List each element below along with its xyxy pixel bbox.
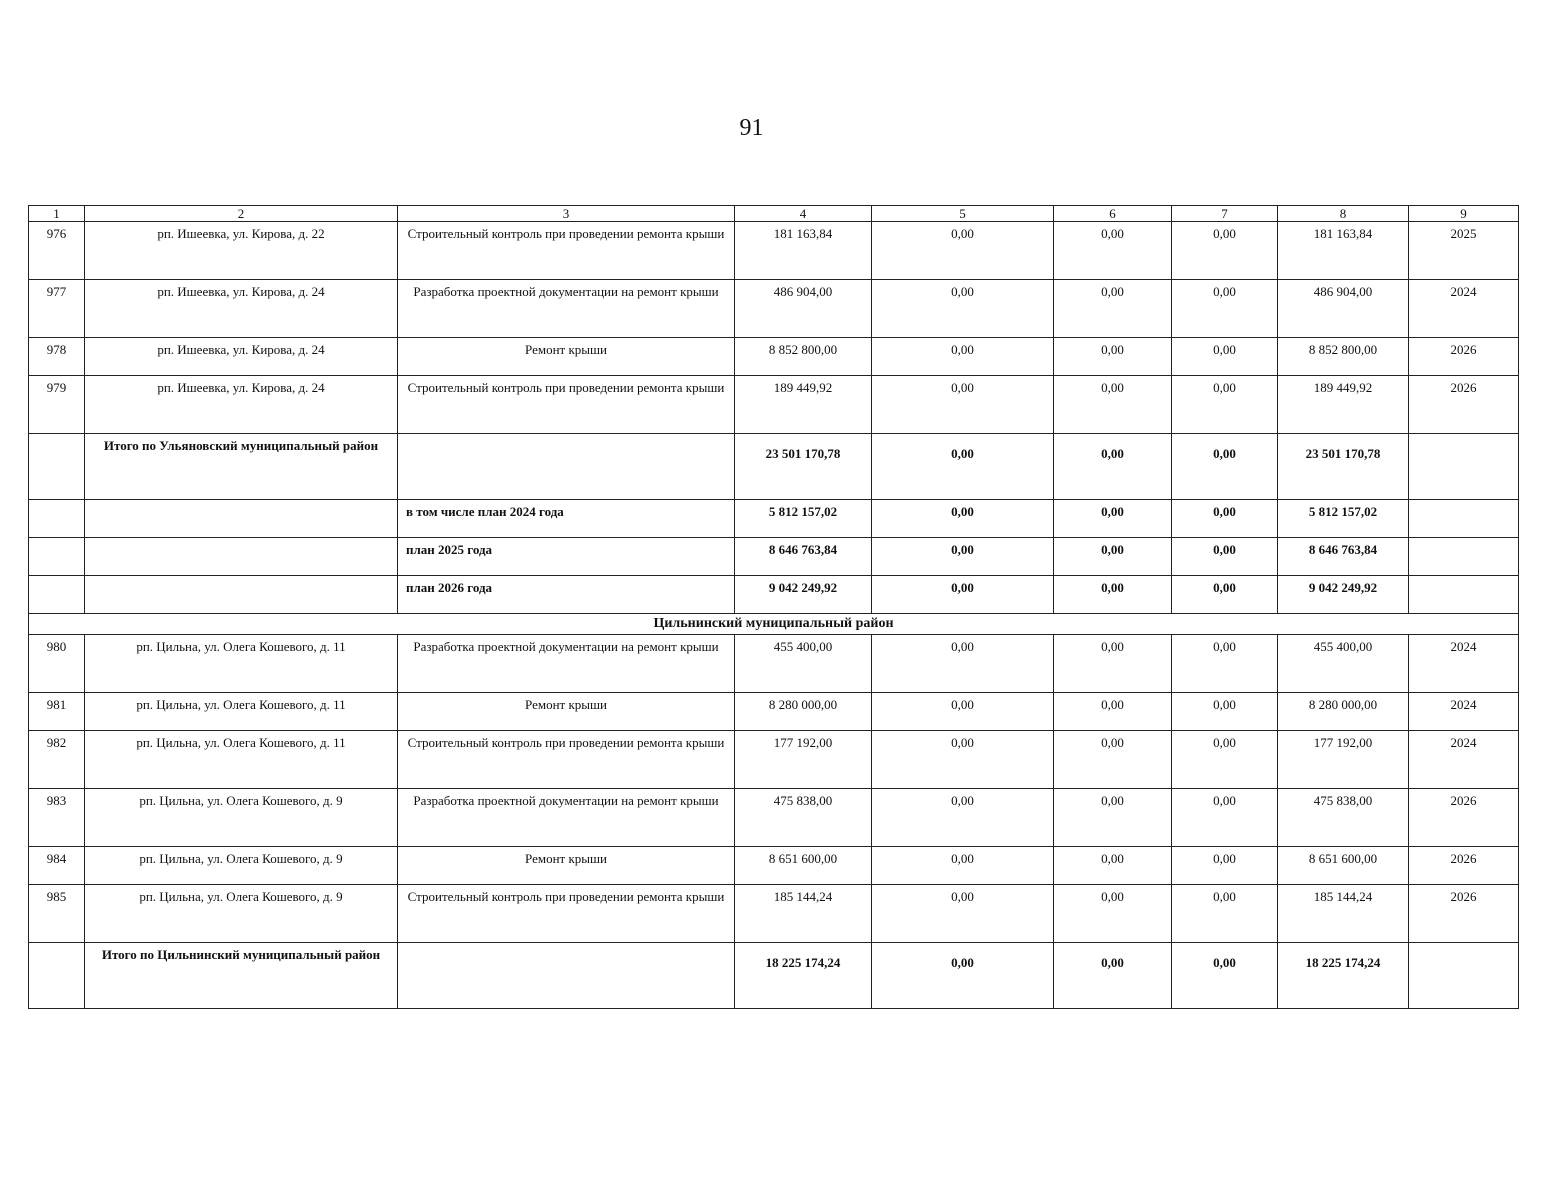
amount-col6: 0,00 (1054, 635, 1172, 693)
year-cell: 2024 (1409, 635, 1519, 693)
total-col5: 0,00 (872, 943, 1054, 1009)
table-row (29, 338, 1519, 376)
plan-col8: 9 042 249,92 (1278, 576, 1409, 614)
plan-col5: 0,00 (872, 538, 1054, 576)
column-number: 8 (1278, 206, 1409, 222)
column-number: 2 (85, 206, 398, 222)
amount-col6: 0,00 (1054, 789, 1172, 847)
address-cell: рп. Ишеевка, ул. Кирова, д. 22 (85, 222, 398, 280)
district-heading: Цильнинский муниципальный район (29, 614, 1519, 635)
amount-col7: 0,00 (1172, 847, 1278, 885)
column-number: 5 (872, 206, 1054, 222)
amount-col6: 0,00 (1054, 731, 1172, 789)
row-number: 978 (29, 338, 85, 376)
table-row (29, 847, 1519, 885)
year-cell: 2026 (1409, 376, 1519, 434)
address-cell: рп. Ишеевка, ул. Кирова, д. 24 (85, 338, 398, 376)
plan-row (29, 500, 1519, 538)
amount-col7: 0,00 (1172, 731, 1278, 789)
year-cell: 2024 (1409, 731, 1519, 789)
column-number: 1 (29, 206, 85, 222)
row-number: 977 (29, 280, 85, 338)
work-type-cell: Строительный контроль при проведении ремонта крыши (398, 222, 735, 280)
district-section-row (29, 614, 1519, 635)
amount-col4: 8 280 000,00 (735, 693, 872, 731)
amount-col6: 0,00 (1054, 376, 1172, 434)
amount-col7: 0,00 (1172, 635, 1278, 693)
year-cell: 2024 (1409, 693, 1519, 731)
amount-col8: 185 144,24 (1278, 885, 1409, 943)
page-number: 91 (739, 115, 764, 141)
plan-row (29, 576, 1519, 614)
row-number: 979 (29, 376, 85, 434)
work-type-cell: Строительный контроль при проведении ремонта крыши (398, 376, 735, 434)
table-row (29, 376, 1519, 434)
amount-col4: 8 852 800,00 (735, 338, 872, 376)
total-col5: 0,00 (872, 434, 1054, 500)
amount-col8: 177 192,00 (1278, 731, 1409, 789)
column-number: 6 (1054, 206, 1172, 222)
work-type-cell: Строительный контроль при проведении ремонта крыши (398, 885, 735, 943)
amount-col4: 177 192,00 (735, 731, 872, 789)
row-number: 982 (29, 731, 85, 789)
plan-col6: 0,00 (1054, 576, 1172, 614)
work-type-cell: Разработка проектной документации на ремонт крыши (398, 789, 735, 847)
repair-plan-table (28, 205, 1519, 1009)
table-row (29, 693, 1519, 731)
year-cell: 2026 (1409, 847, 1519, 885)
plan-col8: 8 646 763,84 (1278, 538, 1409, 576)
row-number: 980 (29, 635, 85, 693)
amount-col4: 181 163,84 (735, 222, 872, 280)
amount-col4: 486 904,00 (735, 280, 872, 338)
year-cell: 2026 (1409, 789, 1519, 847)
amount-col8: 181 163,84 (1278, 222, 1409, 280)
work-type-cell: Разработка проектной документации на ремонт крыши (398, 635, 735, 693)
year-cell: 2024 (1409, 280, 1519, 338)
amount-col5: 0,00 (872, 635, 1054, 693)
address-cell: рп. Цильна, ул. Олега Кошевого, д. 11 (85, 693, 398, 731)
amount-col4: 189 449,92 (735, 376, 872, 434)
amount-col5: 0,00 (872, 885, 1054, 943)
amount-col5: 0,00 (872, 222, 1054, 280)
amount-col6: 0,00 (1054, 847, 1172, 885)
district-total-row (29, 943, 1519, 1009)
plan-row (29, 538, 1519, 576)
total-col4: 23 501 170,78 (735, 434, 872, 500)
plan-col4: 5 812 157,02 (735, 500, 872, 538)
plan-label: план 2025 года (398, 538, 735, 576)
address-cell: рп. Ишеевка, ул. Кирова, д. 24 (85, 280, 398, 338)
district-total-row (29, 434, 1519, 500)
amount-col5: 0,00 (872, 789, 1054, 847)
plan-label: в том числе план 2024 года (398, 500, 735, 538)
address-cell: рп. Цильна, ул. Олега Кошевого, д. 9 (85, 885, 398, 943)
district-total-label: Итого по Ульяновский муниципальный район (85, 434, 398, 500)
address-cell: рп. Ишеевка, ул. Кирова, д. 24 (85, 376, 398, 434)
amount-col7: 0,00 (1172, 280, 1278, 338)
work-type-cell: Ремонт крыши (398, 693, 735, 731)
row-number: 976 (29, 222, 85, 280)
work-type-cell: Ремонт крыши (398, 847, 735, 885)
address-cell: рп. Цильна, ул. Олега Кошевого, д. 9 (85, 789, 398, 847)
amount-col6: 0,00 (1054, 885, 1172, 943)
plan-col8: 5 812 157,02 (1278, 500, 1409, 538)
amount-col4: 455 400,00 (735, 635, 872, 693)
amount-col7: 0,00 (1172, 222, 1278, 280)
district-total-label: Итого по Цильнинский муниципальный район (85, 943, 398, 1009)
amount-col5: 0,00 (872, 280, 1054, 338)
plan-label: план 2026 года (398, 576, 735, 614)
plan-col5: 0,00 (872, 500, 1054, 538)
table-row (29, 635, 1519, 693)
row-number: 983 (29, 789, 85, 847)
total-col8: 23 501 170,78 (1278, 434, 1409, 500)
total-col4: 18 225 174,24 (735, 943, 872, 1009)
table-row (29, 789, 1519, 847)
table-row (29, 885, 1519, 943)
amount-col8: 8 651 600,00 (1278, 847, 1409, 885)
amount-col7: 0,00 (1172, 693, 1278, 731)
column-number: 9 (1409, 206, 1519, 222)
row-number: 984 (29, 847, 85, 885)
total-col6: 0,00 (1054, 434, 1172, 500)
row-number: 985 (29, 885, 85, 943)
amount-col8: 455 400,00 (1278, 635, 1409, 693)
plan-col6: 0,00 (1054, 500, 1172, 538)
plan-col4: 8 646 763,84 (735, 538, 872, 576)
amount-col7: 0,00 (1172, 885, 1278, 943)
work-type-cell: Ремонт крыши (398, 338, 735, 376)
work-type-cell: Разработка проектной документации на ремонт крыши (398, 280, 735, 338)
total-col7: 0,00 (1172, 943, 1278, 1009)
plan-col4: 9 042 249,92 (735, 576, 872, 614)
year-cell: 2025 (1409, 222, 1519, 280)
amount-col4: 475 838,00 (735, 789, 872, 847)
address-cell: рп. Цильна, ул. Олега Кошевого, д. 11 (85, 731, 398, 789)
amount-col8: 475 838,00 (1278, 789, 1409, 847)
amount-col5: 0,00 (872, 847, 1054, 885)
total-col6: 0,00 (1054, 943, 1172, 1009)
amount-col6: 0,00 (1054, 280, 1172, 338)
table-row (29, 731, 1519, 789)
amount-col7: 0,00 (1172, 376, 1278, 434)
plan-col5: 0,00 (872, 576, 1054, 614)
total-col8: 18 225 174,24 (1278, 943, 1409, 1009)
amount-col5: 0,00 (872, 731, 1054, 789)
amount-col8: 189 449,92 (1278, 376, 1409, 434)
amount-col6: 0,00 (1054, 222, 1172, 280)
column-number: 7 (1172, 206, 1278, 222)
year-cell: 2026 (1409, 338, 1519, 376)
row-number: 981 (29, 693, 85, 731)
table-row (29, 280, 1519, 338)
column-number-row (29, 206, 1519, 222)
amount-col7: 0,00 (1172, 338, 1278, 376)
amount-col4: 8 651 600,00 (735, 847, 872, 885)
amount-col4: 185 144,24 (735, 885, 872, 943)
plan-col7: 0,00 (1172, 500, 1278, 538)
plan-col6: 0,00 (1054, 538, 1172, 576)
work-type-cell: Строительный контроль при проведении ремонта крыши (398, 731, 735, 789)
amount-col7: 0,00 (1172, 789, 1278, 847)
amount-col8: 8 280 000,00 (1278, 693, 1409, 731)
amount-col8: 8 852 800,00 (1278, 338, 1409, 376)
address-cell: рп. Цильна, ул. Олега Кошевого, д. 9 (85, 847, 398, 885)
amount-col5: 0,00 (872, 338, 1054, 376)
amount-col6: 0,00 (1054, 338, 1172, 376)
amount-col8: 486 904,00 (1278, 280, 1409, 338)
amount-col5: 0,00 (872, 693, 1054, 731)
table-row (29, 222, 1519, 280)
amount-col6: 0,00 (1054, 693, 1172, 731)
year-cell: 2026 (1409, 885, 1519, 943)
plan-col7: 0,00 (1172, 538, 1278, 576)
address-cell: рп. Цильна, ул. Олега Кошевого, д. 11 (85, 635, 398, 693)
plan-col7: 0,00 (1172, 576, 1278, 614)
amount-col5: 0,00 (872, 376, 1054, 434)
column-number: 4 (735, 206, 872, 222)
total-col7: 0,00 (1172, 434, 1278, 500)
column-number: 3 (398, 206, 735, 222)
